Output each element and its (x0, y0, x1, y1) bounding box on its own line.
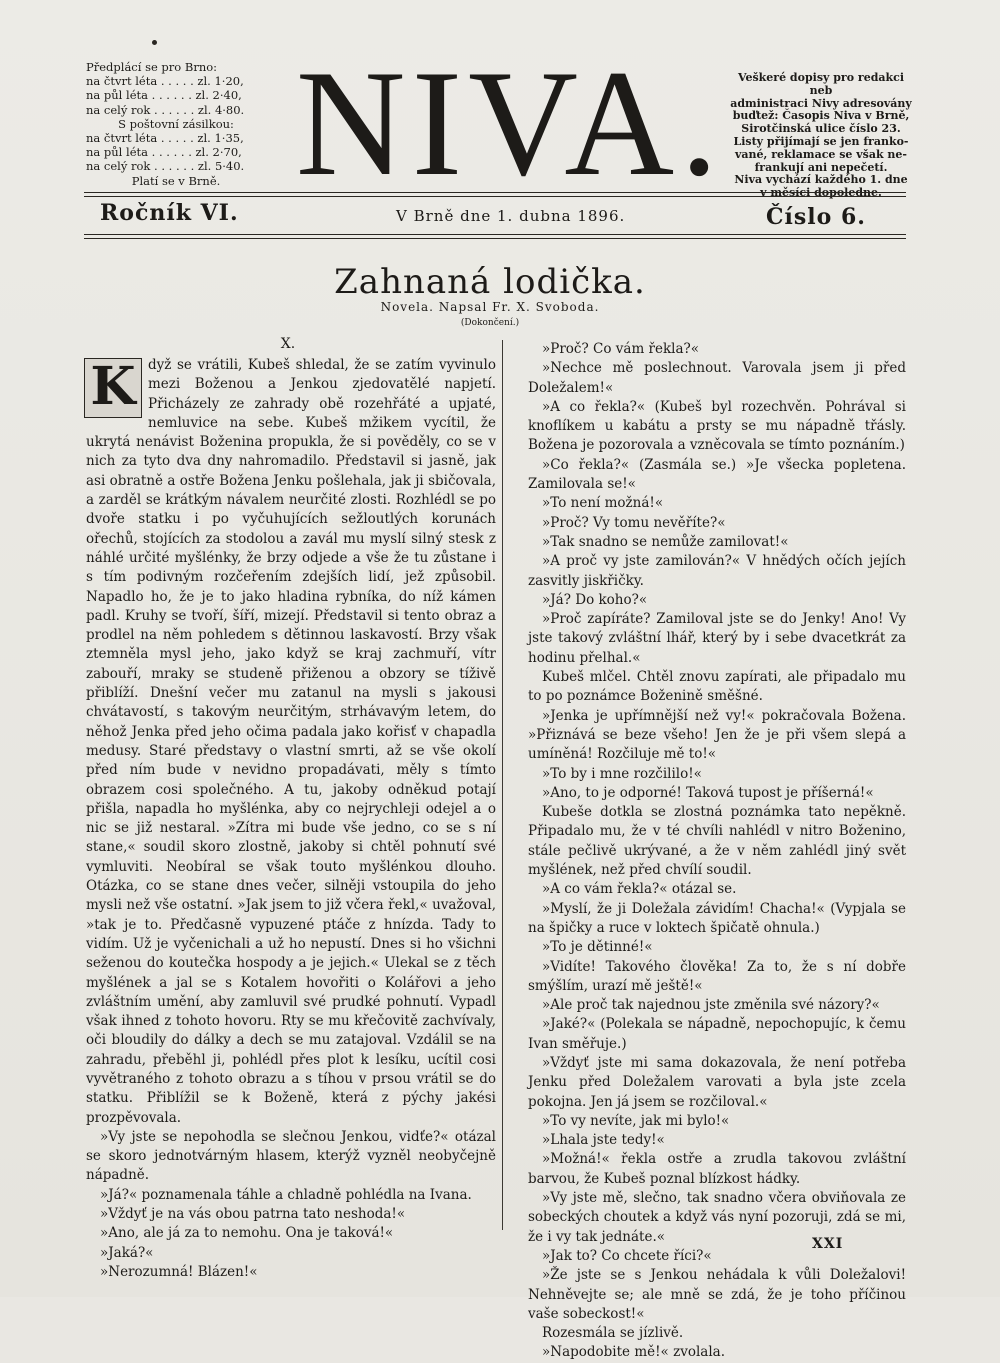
paragraph: »Proč zapíráte? Zamiloval jste se do Jenky! Ano! Vy jste takový zvláštní lhář, který by i sebe dvacetkrát za hodinu přelhal.« (528, 611, 906, 666)
right-column (528, 340, 906, 1363)
article-title: Zahnaná lodička. (334, 262, 646, 302)
paragraph: »Jenka je upřímnější než vy!« pokračovala Božena. »Přiznává se beze všeho! Jen že je při všem slepá a umíněná! Rozčiluje mě to!« (528, 707, 906, 763)
paragraph: »A proč vy jste zamilován?« V hnědých očích jejích zasvitly jiskřičky. (528, 553, 906, 589)
paragraph: »Jaká?« (100, 1244, 154, 1261)
paragraph: »Vy jste se nepohodla se slečnou Jenkou, vidťe?« otázal se skoro jednotvárným hlasem, kterýž vyzněl neobyčejně nápadně. (86, 1128, 496, 1184)
volume-label: Ročník VI. (100, 200, 239, 226)
price-line: na půl léta . . . . . . zl. 2·70, (86, 145, 242, 160)
paragraph: »Já? Do koho?« (542, 591, 648, 608)
column-divider (502, 340, 503, 1230)
paragraph: »Vždyť je na vás obou patrna tato neshoda!« (100, 1206, 406, 1223)
paragraph: »Co řekla?« (Zasmála se.) »Je všecka popletena. Zamilovala se!« (528, 456, 906, 493)
paragraph: Kubeše dotkla se zlostná poznámka tato nepěkně. Připadalo mu, že v té chvíli nahlédl v nitro Boženino, stále pečlivě ukrývané, a že v něm zahlédl jiný svět myšlének, než před chvílí soudil. (528, 804, 906, 879)
price-line: na čtvrt léta . . . . . zl. 1·20, (86, 74, 244, 89)
paragraph: »A co vám řekla?« otázal se. (542, 881, 737, 898)
issue-date: V Brně dne 1. dubna 1896. (396, 207, 626, 225)
chapter-number: X. (280, 336, 296, 352)
paragraph: »Jaké?« (Polekala se nápadně, nepochopujíc, k čemu Ivan směřuje.) (528, 1016, 906, 1052)
paragraph: »Možná!« řekla ostře a zrudla takovou zvláštní barvou, že Kubeš poznal blízkost hádky. (528, 1151, 906, 1187)
issue-rule (84, 238, 906, 239)
paragraph: K dyž se vrátili, Kubeš shledal, že se zatím vyvinulo mezi Boženou a Jenkou zjedovatělé napjetí. Přicházely ze zahrady obě rozehřáté a upjaté, nemluvice na sebe. Kubeš mžikem vycítil, že ukrytá nenávist Boženina propukla, že si pověděly, co se v nich za tyto dva dny nahromadilo. Představil si jasně, jak asi obratně a ostře Božena Jenku pošlehala, jak ji sbičovala, a zarděl se krátkým návalem neurčité zlosti. Rozhlédl se po dvoře statku i po vyčuhujících sežloutlých korunách ořechů, stojících za stodolou a zavál mu myslí silný stesk z náhlé určité myšlénky, že brzy odjede a vše že tu zůstane i s tím podivným rozčeřením zdejších lidí, jež způsobil. Napadlo ho, že je to jako hladina rybníka, do níž kámen padl. Kruhy se tvoří, šíří, mizejí. Představil si tento obraz a prodlel na něm pohledem s dětinnou laskavostí. Brzy však ztemněla mysl jeho, jako když se kraj zachmuří, vítr zabouří, mraky se studeně přiženou a obzory se tíživě přiblíží. Dnešní večer mu zatanul na mysli s jakousi chvátavostí, s takovým neurčitým, strhávavým letem, do něhož Jenka před jeho očima padala jako kořisť v chapadla medusy. Staré představy o vlastní smrti, až se vše okolí před ním bude v nevidno propadávati, měly s tímto obrazem cosi společného. A tu, jakoby odněkud potají přišla, napadla ho myšlénka, aby co nejrychleji odejel a o nic se již nestaral. »Zítra mi bude vše jedno, co se s ní stane,« soudil skoro zlostně, jakoby si chtěl pohnutí své vymluviti. Neobíral se však touto myšlénkou dlouho. Otázka, co se stane dnes večer, silněji vstoupila do jeho mysli než vše ostatní. »Jak jsem to již včera řekl,« uvažoval, »tak je to. Předčasně vypuzené ptáče z hnízda. Tady to vidím. Už je vyčenichali a už ho nepustí. Dnes si ho všichni seženou do koutečka hospody a je jejich.« Ulekal se z těch myšlének a jal se s Kotalem hovořiti o Kolářovi a jeho zvláštním umění, aby zamluvil své prudké pohnutí. Vypadl však ihned z tohoto hovoru. Rty se mu křečovitě zachvívaly, oči bloudily do dálky a dech se mu zatajoval. Vzdálil se na zahradu, přeběhl ji, pohlédl přes plot k lesíku, ucítil cosi vyvětraného z tohoto obrazu a s tíhou v prsou vrátil se do statku. Přiblížil se k Boženě, která z pýchy jakési prozpěvovala. (86, 356, 496, 1126)
paragraph: »Ale proč tak najednou jste změnila své názory?« (542, 997, 880, 1014)
paragraph: »Myslí, že ji Doležala závidím! Chacha!« (Vypjala se na špičky a ruce v loktech špičatě ohnula.) (528, 900, 906, 936)
paragraph: »Lhala jste tedy!« (542, 1132, 665, 1149)
drop-cap: K (84, 358, 142, 418)
issue-number: Číslo 6. (766, 204, 866, 230)
paragraph: »Napodobite mě!« zvolala. (542, 1344, 725, 1361)
editorial-contact: Veškeré dopisy pro redakci neb administraci Nivy adresovány buďtež: Časopis Niva v Brně, Sirotčinská ulice číslo 23. Listy přijímají se jen franko- vané, reklamace se však ne- frankují ani nepečetí. Niva vychází každého 1. dne v měsíci dopoledne. (730, 71, 912, 200)
issue-rule (84, 234, 906, 235)
page-number: XXI (812, 1236, 844, 1252)
paragraph: »Já?« poznamenala táhle a chladně pohlédla na Ivana. (100, 1186, 472, 1203)
paragraph: »To není možná!« (542, 495, 664, 512)
paragraph: »Že jste se s Jenkou nehádala k vůli Doležalovi! Nehněvejte se; ale mně se zdá, že je toho příčinou vaše sobeckost!« (528, 1267, 906, 1322)
header-rule (84, 192, 906, 193)
paragraph: »Nerozumná! Blázen!« (100, 1263, 258, 1280)
paragraph: »Proč? Vy tomu nevěříte?« (542, 514, 726, 531)
paragraph: »Proč? Co vám řekla?« (542, 341, 700, 357)
subscription-prices (86, 60, 266, 188)
paragraph: »A co řekla?« (Kubeš byl rozechvěn. Pohrával si knoflíkem u kabátu a prsty se mu nápadně třásly. Božena je pozorovala a vzněcovala se tímto poznáním.) (528, 398, 906, 454)
paragraph: »To je dětinné!« (542, 939, 653, 956)
masthead-title: NIVA. (295, 39, 725, 207)
price-line: na celý rok . . . . . . zl. 5·40. (86, 159, 245, 174)
price-line: Předplácí se pro Brno: (86, 60, 218, 74)
left-column (86, 356, 496, 1282)
ornament-dot (152, 40, 157, 45)
article-byline: Novela. Napsal Fr. X. Svoboda. (380, 300, 600, 314)
price-line: na čtvrt léta . . . . . zl. 1·35, (86, 131, 244, 146)
paragraph: »To vy nevíte, jak mi bylo!« (542, 1112, 730, 1129)
price-line: Platí se v Brně. (131, 173, 221, 188)
paragraph: Kubeš mlčel. Chtěl znovu zapírati, ale připadalo mu to po poznámce Boženině směšné. (528, 669, 906, 705)
paragraph: »Vždyť jste mi sama dokazovala, že není potřeba Jenku před Doležalem varovati a byla jste zcela pokojna. Jen já jsem se rozčiloval.« (528, 1054, 906, 1110)
continuation-note: (Dokončení.) (460, 318, 520, 328)
paragraph: »Vy jste mě, slečno, tak snadno včera obviňovala ze sobeckých choutek a když vás nyní pozoruji, zdá se mi, že i vy tak jednáte.« (528, 1190, 906, 1245)
paragraph: »Ano, ale já za to nemohu. Ona je taková!« (100, 1225, 394, 1242)
paragraph: Rozesmála se jízlivě. (542, 1325, 684, 1342)
price-line: na celý rok . . . . . . zl. 4·80. (86, 102, 245, 117)
paragraph: »Tak snadno se nemůže zamilovat!« (542, 533, 789, 550)
paragraph: »Nechce mě poslechnout. Varovala jsem ji před Doležalem!« (528, 360, 906, 396)
paragraph: »Ano, to je odporné! Taková tupost je příšerná!« (542, 784, 874, 801)
header-rule (84, 196, 906, 197)
paragraph: »Vidíte! Takového člověka! Za to, že s ní dobře smýšlím, urazí mě ještě!« (528, 958, 906, 994)
paragraph: »Jak to? Co chcete říci?« (542, 1247, 712, 1264)
paragraph: »To by i mne rozčililo!« (542, 765, 702, 782)
price-line: S poštovní zásilkou: (118, 116, 234, 131)
price-line: na půl léta . . . . . . zl. 2·40, (86, 88, 242, 103)
